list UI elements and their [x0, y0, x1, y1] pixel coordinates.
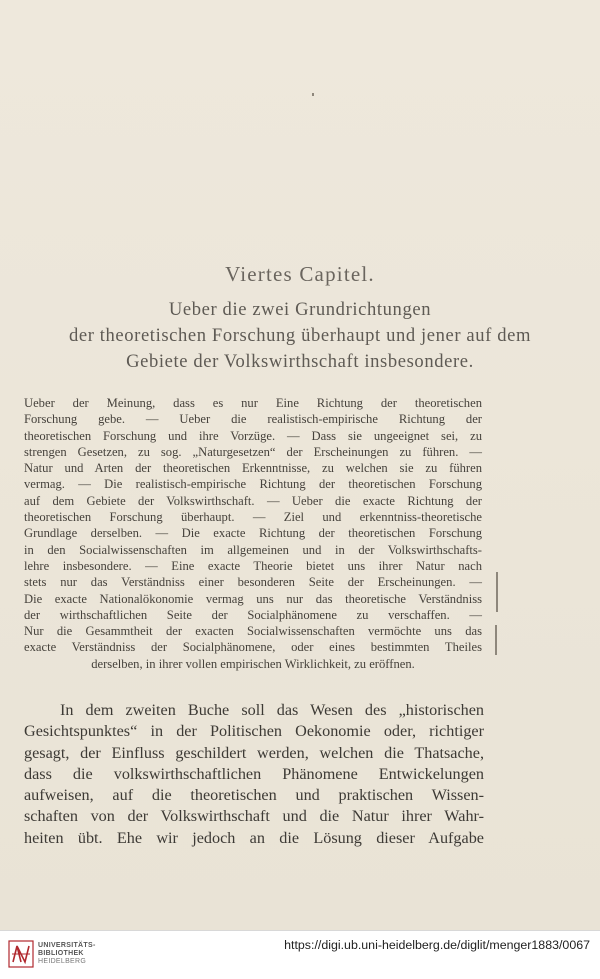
margin-mark: [496, 572, 498, 612]
abstract-line: auf dem Gebiete der Volkswirthschaft. — Ueber die exacte Richtung der: [24, 493, 482, 508]
library-name-line: UNIVERSITÄTS-: [38, 942, 96, 949]
library-name-line: BIBLIOTHEK: [38, 950, 84, 957]
abstract-line: Grundlage derselben. — Die exacte Richtung der theoretischen Forschung: [24, 526, 482, 541]
abstract-line: vermag. — Die realistisch-empirische Richtung der theoretischen Forschung: [24, 477, 482, 492]
body-line: gesagt, der Einfluss geschildert werden, welchen die Thatsache,: [24, 743, 484, 762]
heading-line: Ueber die zwei Grundrichtungen: [168, 299, 432, 320]
abstract-line: lehre insbesondere. — Eine exacte Theorie bietet uns ihrer Natur nach: [24, 558, 482, 573]
abstract-line: exacte Verständniss der Socialphänomene, oder eines bestimmten Theiles: [24, 640, 482, 655]
abstract-line: derselben, in ihrer vollen empirischen Wirklichkeit, zu eröffnen.: [91, 656, 415, 671]
abstract-line: Nur die Gesammtheit der exacten Socialwissenschaften vermöchte uns das: [24, 624, 482, 639]
abstract-line: theoretischen Forschung überhaupt. — Ziel und erkenntniss-theoretische: [24, 510, 482, 525]
abstract-line: Forschung gebe. — Ueber die realistisch-empirische Richtung der: [24, 412, 482, 427]
permalink-url[interactable]: https://digi.ub.uni-heidelberg.de/diglit/menger1883/0067: [284, 938, 590, 952]
abstract-line: stets nur das Verständniss einer besonderen Seite der Erscheinungen. —: [24, 575, 482, 590]
abstract-line: theoretischen Forschung und ihre Vorzüge. — Dass sie ungeeignet sei, zu: [24, 428, 482, 443]
abstract-line: Ueber der Meinung, dass es nur Eine Richtung der theoretischen: [24, 396, 482, 410]
abstract-line: Die exacte Nationalökonomie vermag uns nur das theoretische Verständniss: [24, 591, 482, 606]
body-line: heiten übt. Ehe wir jedoch an die Lösung dieser Aufgabe: [24, 828, 484, 847]
margin-mark: [495, 625, 497, 655]
body-line: aufweisen, auf die theoretischen und praktischen Wissen-: [24, 786, 484, 805]
body-line: schaften von der Volkswirthschaft und die Natur ihrer Wahr-: [24, 807, 484, 826]
body-line: In dem zweiten Buche soll das Wesen des „historischen: [60, 701, 484, 719]
university-library-logo-icon: [8, 940, 34, 968]
heading-line: der theoretischen Forschung überhaupt und jener auf dem: [68, 325, 532, 346]
abstract-line: strengen Gesetzen, zu sog. „Naturgesetzen“ der Erscheinungen zu führen. —: [24, 444, 482, 459]
body-paragraph: [24, 700, 484, 849]
library-name-line: HEIDELBERG: [38, 958, 87, 965]
chapter-heading: [0, 297, 600, 375]
chapter-title: Viertes Capitel.: [225, 262, 375, 286]
page-speck: [312, 93, 314, 96]
abstract-line: der wirthschaftlichen Seite der Socialphänomene zu verschaffen. —: [24, 607, 482, 622]
body-line: Gesichtspunktes“ in der Politischen Oekonomie oder, richtiger: [24, 722, 484, 741]
body-line: dass die volkswirthschaftlichen Phänomene Entwickelungen: [24, 764, 484, 783]
library-name: [38, 942, 96, 966]
abstract-line: in den Socialwissenschaften im allgemeinen und in der Volkswirthschafts-: [24, 542, 482, 557]
heading-line: Gebiete der Volkswirthschaft insbesondere.: [126, 351, 474, 372]
chapter-abstract: [24, 395, 482, 672]
abstract-line: Natur und Arten der theoretischen Erkenntnisse, zu welchen sie zu führen: [24, 461, 482, 476]
